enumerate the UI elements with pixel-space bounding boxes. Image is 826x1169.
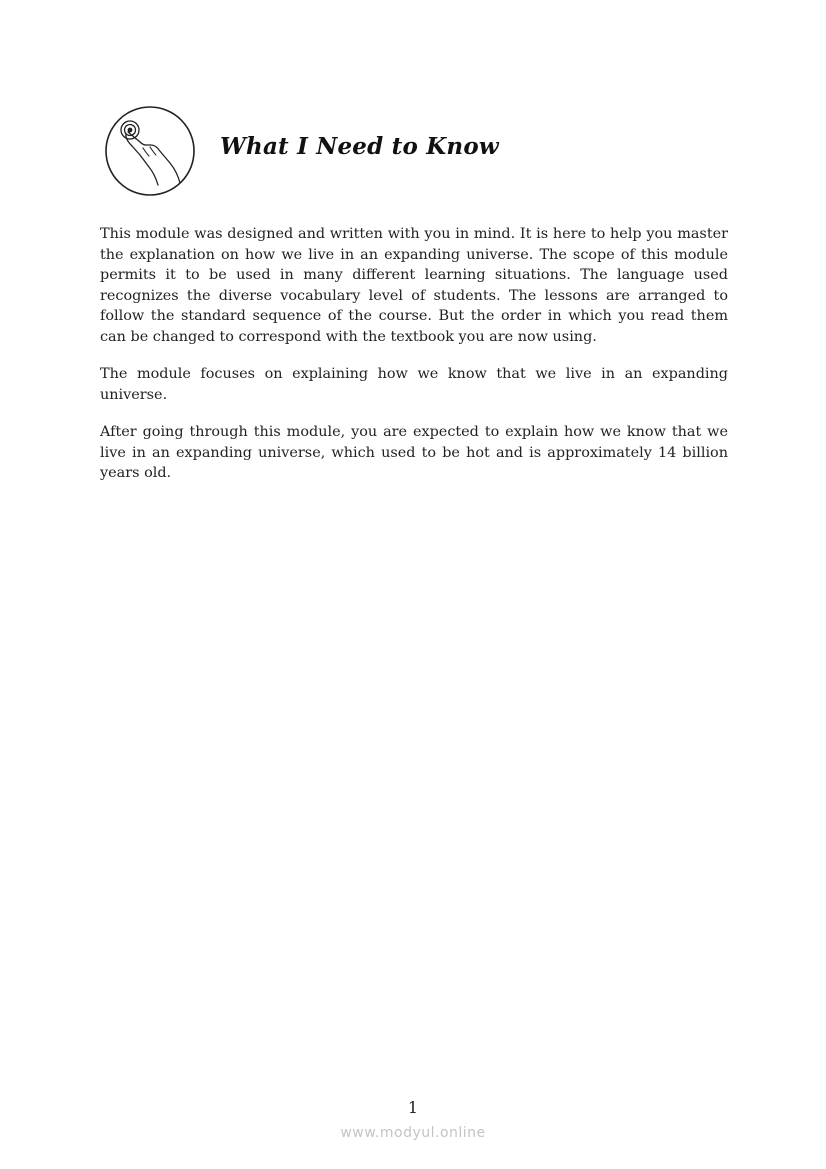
page-number: 1 bbox=[407, 1098, 419, 1117]
touch-hand-icon bbox=[104, 105, 196, 197]
section-header bbox=[104, 105, 704, 197]
page-title: What I Need to Know bbox=[220, 133, 499, 160]
paragraph-objective: After going through this module, you are expected to explain how we know that we live in an expanding universe, which used to be hot and is approximately 14 billion years old. bbox=[100, 424, 728, 481]
body-text bbox=[100, 224, 728, 501]
paragraph-intro: This module was designed and written with you in mind. It is here to help you master the explanation on how we live in an expanding universe. The scope of this module permits it to be used in many different learning situations. The language used recognizes the diverse vocabulary level of students. The lessons are arranged to follow the standard sequence of the course. But the order in which you read them can be changed to correspond with the textbook you are now using. bbox=[100, 226, 728, 345]
watermark: www.modyul.online bbox=[340, 1125, 486, 1141]
paragraph-focus: The module focuses on explaining how we know that we live in an expanding universe. bbox=[100, 366, 728, 403]
